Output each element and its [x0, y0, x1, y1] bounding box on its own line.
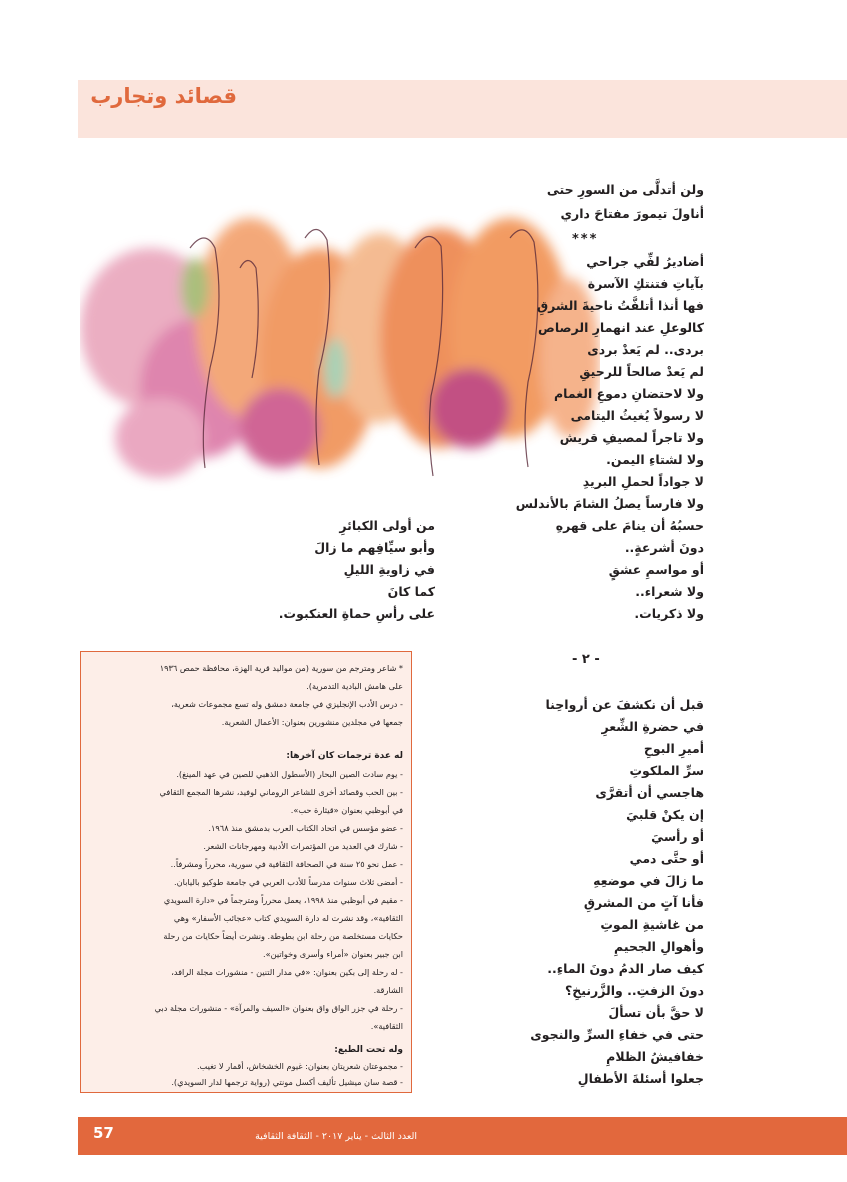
page-number: 57 — [93, 1124, 114, 1142]
bio-line: الثقافية». — [370, 1021, 403, 1031]
translations-heading: له عدة ترجمات كان آخرها: — [286, 751, 403, 761]
poem-line: ولا لشتاءِ اليمن. — [606, 452, 704, 467]
bio-line: الثقافية»، وقد نشرت له دارة السويدي كتاب «عجائب الأسفار» وهي — [173, 913, 403, 923]
bio-line: - شارك في العديد من المؤتمرات الأدبية ومهرجانات الشعر. — [203, 841, 403, 851]
poem-line: فأنا آتٍ من المشرقِ — [583, 895, 704, 910]
poem-line: ولا تاجراً لمصيفِ قريش — [559, 430, 704, 445]
bio-line: جمعها في مجلدين منشورين بعنوان: الأعمال الشعرية. — [221, 717, 403, 727]
issue-info: العدد الثالث - يناير ٢٠١٧ - الثقافة الثقافية — [255, 1131, 417, 1142]
bio-line: الشارقة. — [373, 985, 403, 995]
poem-line: في زاويةِ الليلِ — [343, 562, 435, 577]
bio-line: في أبوظبي بعنوان «قيثارة حب». — [290, 805, 403, 815]
poem-line: ولا فارساً يصلُ الشامَ بالأندلس — [515, 496, 704, 511]
bio-line: حكايات مستخلصة من رحلة ابن بطوطة. ونشرت أيضاً حكايات من رحلة — [163, 931, 403, 941]
poem-line: وأبو سيِّافِهم ما زالَ — [314, 540, 435, 555]
poem-line: هاجسي أن أتقرَّى — [595, 785, 704, 800]
bio-line: ابن جبير بعنوان «أمراء وأسرى وخواتين». — [263, 949, 403, 959]
poem-line: لا حقَّ بأن تسألَ — [608, 1005, 704, 1020]
author-bio-box — [80, 651, 412, 1093]
watercolor-illustration — [80, 178, 600, 513]
poem-line: دونَ الزفتِ.. والزَّرنيخِ؟ — [564, 983, 704, 998]
poem-line: لا رسولاً يُغيثُ اليتامى — [570, 408, 704, 423]
poem-line: من أولى الكبائرِ — [339, 518, 435, 533]
forthcoming-heading: وله تحت الطبع: — [334, 1045, 403, 1055]
poem-line: ما زالَ في موضعِهِ — [593, 873, 704, 888]
poem-line: ولا شعراء.. — [635, 584, 704, 599]
poem-line: دونَ أشرعةٍ.. — [624, 540, 704, 555]
bio-line: - عضو مؤسس في اتحاد الكتاب العرب بدمشق منذ ١٩٦٨. — [208, 823, 403, 833]
section-title: قصائد وتجارب — [90, 84, 237, 108]
poem-line: في حضرةِ الشِّعرِ — [601, 719, 704, 734]
poem-line: أميرِ البوحِ — [643, 741, 704, 756]
poem-line: ولن أتدلَّى من السورِ حتى — [546, 182, 704, 197]
bio-line: على هامش البادية التدمرية). — [306, 681, 403, 691]
poem-line: قبل أن نكشفَ عن أرواحِنا — [545, 697, 704, 712]
bio-line: - له رحلة إلى بكين بعنوان: «في مدار التنين - منشورات مجلة الرافد، — [171, 967, 403, 977]
poem-line: لا جواداً لحملِ البريدِ — [582, 474, 704, 489]
bio-line: * شاعر ومترجم من سورية (من مواليد قرية الهزة، محافظة حمص ١٩٣٦ — [159, 663, 403, 673]
bio-line: - قصة سان ميشيل تأليف أكسل مونتي (رواية ترجمها لدار السويدي). — [171, 1077, 403, 1087]
stanza-separator: *** — [572, 232, 599, 247]
section-number: - ٢ - — [572, 652, 600, 667]
poem-line: كيف صار الدمُ دونَ الماءِ.. — [547, 961, 704, 976]
poem-line: ولا لاحتضانِ دموعِ الغمام — [553, 386, 704, 401]
poem-line: حتى في خفاءِ السرِّ والنجوى — [530, 1027, 704, 1042]
poem-line: وأهوالِ الجحيمِ — [614, 939, 704, 954]
poem-line: أو حتَّى دمي — [629, 851, 704, 866]
bio-line: - يوم سادت الصين البحار (الأسطول الذهبي للصين في عهد المينغ). — [176, 769, 403, 779]
poem-line: أو مواسمِ عشقٍ — [608, 562, 704, 577]
poem-line: جعلوا أسئلةَ الأطفالِ — [577, 1071, 704, 1086]
poem-line: لم يَعدْ صالحاً للرحيقِ — [579, 364, 704, 379]
bio-line: - مجموعتان شعريتان بعنوان: غيوم الخشخاش، أقمار لا تغيب. — [196, 1061, 403, 1071]
bio-line: - مقيم في أبوظبي منذ ١٩٩٨، يعمل محرراً ومترجماً في «دارة السويدي — [163, 895, 403, 905]
poem-line: أضاديرُ لفِّي جراحي — [586, 254, 704, 269]
poem-line: أو رأسيَ — [651, 829, 704, 844]
poem-line: إن يكنْ قلبيَ — [626, 807, 704, 822]
poem-line: ولا ذكريات. — [634, 606, 704, 621]
poem-line: بردى.. لم يَعدْ بردى — [587, 342, 704, 357]
bio-line: - درس الأدب الإنجليزي في جامعة دمشق وله تسع مجموعات شعرية، — [171, 699, 403, 709]
poem-line: فها أنذا أتلفَّتُ ناحيةَ الشرقِ — [536, 298, 704, 313]
bio-line: - رحلة في جزر الواق واق بعنوان «السيف والمرآة» - منشورات مجلة دبي — [154, 1003, 403, 1013]
poem-line: على رأسِ حماةِ العنكبوت. — [278, 606, 435, 621]
bio-line: - أمضى ثلاث سنوات مدرساً للأدب العربي في جامعة طوكيو باليابان. — [173, 877, 403, 887]
bio-line: - بين الحب وقصائد أخرى للشاعر الروماني لوفيد، نشرها المجمع الثقافي — [159, 787, 403, 797]
poem-line: كما كانَ — [387, 584, 435, 599]
poem-line: كالوعلِ عند انهمارِ الرصاص — [538, 320, 704, 335]
poem-line: سرِّ الملكوتِ — [629, 763, 704, 778]
bio-line: - عمل نحو ٢٥ سنة في الصحافة الثقافية في سورية، محرراً ومشرفاً.. — [170, 859, 403, 869]
poem-line: خفافيشُ الظلامِ — [606, 1049, 704, 1064]
poem-line: من غاشيةِ الموتِ — [600, 917, 704, 932]
poem-line: أناولَ تيمورَ مفتاحَ داري — [560, 206, 704, 221]
poem-line: حسبُهُ أن ينامَ على قهرهِ — [555, 518, 704, 533]
footer-band — [78, 1117, 847, 1155]
poem-line: بآياتِ فتنتكِ الآسرة — [587, 276, 704, 291]
